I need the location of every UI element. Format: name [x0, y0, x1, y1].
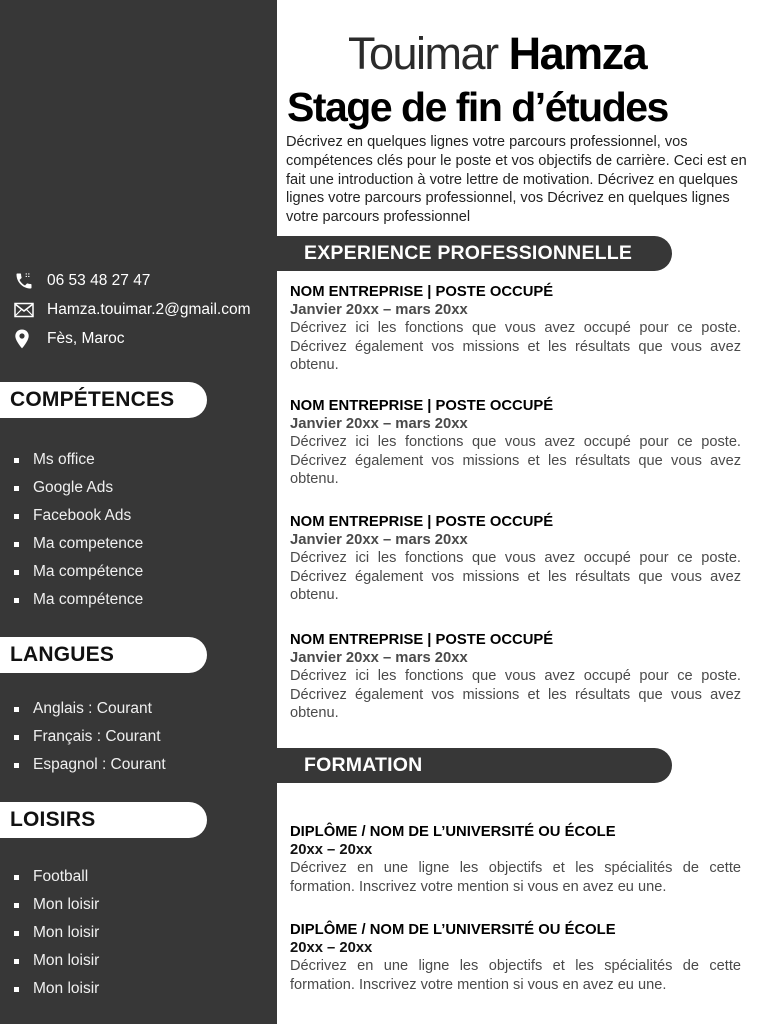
bullet-icon: [14, 570, 19, 575]
bullet-icon: [14, 486, 19, 491]
skills-list: [14, 446, 143, 614]
phone-number: 06 53 48 27 47: [47, 271, 151, 289]
bullet-icon: [14, 763, 19, 768]
contact-phone: [14, 266, 276, 295]
bullet-icon: [14, 514, 19, 519]
entry-title: NOM ENTREPRISE | POSTE OCCUPÉ: [290, 632, 554, 648]
bullet-icon: [14, 903, 19, 908]
skills-heading: COMPÉTENCES: [0, 382, 207, 418]
list-item: Mon loisir: [14, 947, 99, 975]
experience-entry: [290, 283, 741, 375]
last-name: Hamza: [508, 28, 647, 79]
hobbies-list: [14, 863, 99, 1003]
languages-heading: LANGUES: [0, 637, 207, 673]
entry-title: NOM ENTREPRISE | POSTE OCCUPÉ: [290, 284, 554, 300]
entry-description: Décrivez en une ligne les objectifs et les spécialités de cette formation. Inscrivez votre mention si vous en avez eu une.: [290, 958, 741, 993]
email-address[interactable]: Hamza.touimar.2@gmail.com: [47, 300, 251, 318]
experience-entry: [290, 513, 741, 605]
list-item: Ma competence: [14, 530, 143, 558]
list-item: Ma compétence: [14, 558, 143, 586]
location-text: Fès, Maroc: [47, 329, 125, 347]
map-pin-icon: [14, 329, 47, 349]
entry-description: Décrivez ici les fonctions que vous avez occupé pour ce poste. Décrivez également vos missions et les résultats que vous avez obtenu.: [290, 320, 741, 373]
list-item: Facebook Ads: [14, 502, 143, 530]
list-item: Français : Courant: [14, 723, 166, 751]
bullet-icon: [14, 598, 19, 603]
entry-date: Janvier 20xx – mars 20xx: [290, 532, 468, 548]
hobbies-heading: LOISIRS: [0, 802, 207, 838]
entry-description: Décrivez ici les fonctions que vous avez occupé pour ce poste. Décrivez également vos missions et les résultats que vous avez obtenu.: [290, 550, 741, 603]
entry-date: Janvier 20xx – mars 20xx: [290, 650, 468, 666]
experience-entry: [290, 631, 741, 723]
contact-email: [14, 295, 276, 324]
education-entry: [290, 823, 741, 896]
list-item: Google Ads: [14, 474, 143, 502]
entry-date: Janvier 20xx – mars 20xx: [290, 302, 468, 318]
education-heading: FORMATION: [277, 748, 672, 783]
sidebar: [0, 0, 277, 1024]
bullet-icon: [14, 875, 19, 880]
bullet-icon: [14, 931, 19, 936]
list-item: Anglais : Courant: [14, 695, 166, 723]
entry-date: 20xx – 20xx: [290, 940, 373, 956]
entry-title: NOM ENTREPRISE | POSTE OCCUPÉ: [290, 514, 554, 530]
entry-description: Décrivez ici les fonctions que vous avez occupé pour ce poste. Décrivez également vos missions et les résultats que vous avez obtenu.: [290, 668, 741, 721]
bullet-icon: [14, 735, 19, 740]
entry-description: Décrivez ici les fonctions que vous avez occupé pour ce poste. Décrivez également vos missions et les résultats que vous avez obtenu.: [290, 434, 741, 487]
first-name: Touimar: [348, 28, 498, 79]
phone-icon: [14, 271, 47, 291]
entry-title: DIPLÔME / NOM DE L’UNIVERSITÉ OU ÉCOLE: [290, 922, 616, 938]
contact-info: [14, 266, 276, 353]
bullet-icon: [14, 458, 19, 463]
envelope-icon: [14, 302, 47, 318]
list-item: Mon loisir: [14, 975, 99, 1003]
list-item: Espagnol : Courant: [14, 751, 166, 779]
list-item: Mon loisir: [14, 919, 99, 947]
list-item: Mon loisir: [14, 891, 99, 919]
entry-title: DIPLÔME / NOM DE L’UNIVERSITÉ OU ÉCOLE: [290, 824, 616, 840]
intro-paragraph: Décrivez en quelques lignes votre parcours professionnel, vos compétences clés pour le poste et vos objectifs de carrière. Ceci est en fait une introduction à votre lettre de motivation. Décrivez en quelques lignes votre parcours professionnel, vos Décrivez en quelques lignes votre parcours professionnel: [286, 134, 747, 226]
entry-date: Janvier 20xx – mars 20xx: [290, 416, 468, 432]
job-title: Stage de fin d’études: [287, 84, 668, 130]
list-item: Ma compétence: [14, 586, 143, 614]
experience-entry: [290, 397, 741, 489]
contact-location: [14, 324, 276, 353]
entry-title: NOM ENTREPRISE | POSTE OCCUPÉ: [290, 398, 554, 414]
entry-date: 20xx – 20xx: [290, 842, 373, 858]
languages-list: [14, 695, 166, 779]
bullet-icon: [14, 542, 19, 547]
list-item: Ms office: [14, 446, 143, 474]
list-item: Football: [14, 863, 99, 891]
experience-heading: EXPERIENCE PROFESSIONNELLE: [277, 236, 672, 271]
entry-description: Décrivez en une ligne les objectifs et les spécialités de cette formation. Inscrivez votre mention si vous en avez eu une.: [290, 860, 741, 895]
bullet-icon: [14, 987, 19, 992]
education-entry: [290, 921, 741, 994]
bullet-icon: [14, 959, 19, 964]
bullet-icon: [14, 707, 19, 712]
candidate-name: [348, 28, 646, 80]
